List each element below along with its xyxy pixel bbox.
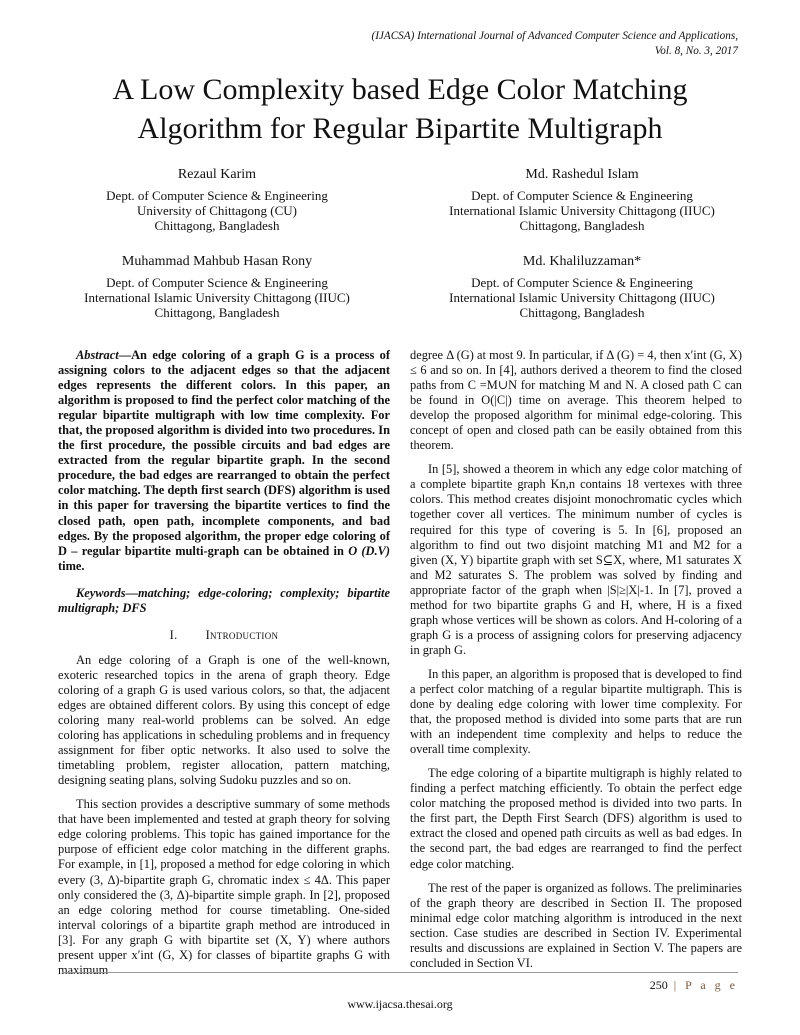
author-name: Md. Khaliluzzaman* [522, 254, 642, 269]
author-location: Chittagong, Bangladesh [519, 305, 645, 320]
section-heading [58, 628, 390, 643]
author-org: International Islamic University Chittagong (IIUC) [449, 203, 715, 218]
section-number: I. [169, 627, 178, 642]
paragraph: In this paper, an algorithm is proposed that is developed to find a perfect color matching of a regular bipartite multigraph. This is done by dealing edge coloring with lower time complexity. For that, the proposed method is divided into some parts that are run with an independent time complexity and helps to reduce the overall time complexity. [410, 666, 742, 757]
author-dept: Dept. of Computer Science & Engineering [106, 188, 328, 203]
paragraph: degree Δ (G) at most 9. In particular, if Δ (G) = 4, then x′int (G, X) ≤ 6 and so on. In [4], authors derived a theorem to find the closed paths from C =M∪N for matching M and N. A closed path C can be found in O(|C|) time on average. This theorem helped to develop the proposed algorithm for minimal edge-coloring. This concept of open and closed path can be easily obtained from this theorem. [410, 348, 742, 453]
abstract-text: —An edge coloring of a graph G is a process of assigning colors to the adjacent edges so that the adjacent edges represents the different colors. In this paper, an algorithm is proposed to find the perfect color matching of the regular bipartite multigraph with low time complexity. For that, the proposed algorithm is divided into two procedures. In the first procedure, the possible circuits and bad edges are extracted from the regular bipartite graph. In the second procedure, the bad edges are rearranged to obtain the perfect color matching. The depth first search (DFS) algorithm is used in this paper for traversing the bipartite vertices to find the closed path, open path, incomplete components, and bad edges. By the proposed algorithm, the proper edge coloring of D – regular bipartite multi-graph can be obtained in [58, 348, 390, 558]
title-line-2: Algorithm for Regular Bipartite Multigraph [137, 112, 663, 145]
footer-url: www.ijacsa.thesai.org [347, 997, 453, 1011]
title-line-1: A Low Complexity based Edge Color Matching [112, 73, 688, 106]
abstract-tail: time. [58, 558, 85, 573]
paragraph: In [5], showed a theorem in which any edge color matching of a complete bipartite graph Kn,n contains 18 vertexes with three colors. This method creates disjoint monochromatic cycles which together cover all vertices. The minimum number of cycles is required for this type of covering is 5. In [6], proposed an algorithm to find out two disjoint matching M1 and M2 for a given (X, Y) bipartite graph with set S⊆X, where, M1 saturates X and M2 saturates S. The problem was solved by finding and appropriate factor of the graph when |S|≥|X|-1. In [7], proved a method for two bipartite graphs G and H, where, H is a fixed graph whose vertices will be shown as colors. And H-coloring of a graph G is a process of assigning colors for preserving adjacency in graph G. [410, 462, 742, 657]
page-label: | P a g e [667, 978, 738, 992]
author-dept: Dept. of Computer Science & Engineering [106, 275, 328, 290]
page-number-value: 250 [649, 978, 668, 992]
abstract [58, 348, 390, 574]
paper-title [40, 70, 760, 148]
paragraph: The rest of the paper is organized as follows. The preliminaries of the graph theory are described in Section II. The proposed minimal edge color matching algorithm is introduced in the next section. Case studies are described in Section IV. Experimental results and discussions are explained in Section V. The papers are concluded in Section VI. [410, 880, 742, 970]
paragraph: The edge coloring of a bipartite multigraph is highly related to finding a perfect matching efficiently. To obtain the perfect edge color matching the proposed method is divided into two parts. In the first part, the Depth First Search (DFS) algorithm is used to extract the closed and opened path circuits as well as bad edges. In the second part, the bad edges are rearranged to find the perfect edge color matching. [410, 766, 742, 871]
author-name: Rezaul Karim [177, 167, 257, 182]
author-location: Chittagong, Bangladesh [154, 305, 280, 320]
keywords: Keywords—matching; edge-coloring; complexity; bipartite multigraph; DFS [58, 585, 390, 615]
journal-header: (IJACSA) International Journal of Advanced Computer Science and Applications, [371, 30, 738, 42]
abstract-complexity: O (D.V) [348, 543, 390, 558]
left-column [58, 348, 390, 987]
volume-header: Vol. 8, No. 3, 2017 [654, 45, 738, 57]
author-block [417, 167, 747, 233]
author-dept: Dept. of Computer Science & Engineering [471, 275, 693, 290]
section-title: Introduction [205, 627, 279, 642]
footer-divider [62, 972, 738, 973]
author-block [52, 167, 382, 233]
author-name: Md. Rashedul Islam [525, 167, 639, 182]
right-column [410, 348, 742, 980]
abstract-label: Abstract [76, 348, 119, 362]
paragraph: This section provides a descriptive summary of some methods that have been implemented and tested at graph theory for solving edge coloring problems. This topic has gained importance for the purpose of efficient edge color matching in the different graphs. For example, in [1], proposed a method for edge coloring in which every (3, Δ)-bipartite graph G, chromatic index ≤ 4Δ. This paper only considered the (3, Δ)-bipartite simple graph. In [2], proposed an edge coloring method for course timetabling. One-sided interval colorings of a bipartite graph method are introduced in [3]. For any graph G with bipartite set (X, Y) where authors present upper x′int (G, X) for classes of bipartite graphs G with maximum [58, 797, 390, 977]
author-location: Chittagong, Bangladesh [519, 218, 645, 233]
author-org: International Islamic University Chittagong (IIUC) [449, 290, 715, 305]
author-org: International Islamic University Chittagong (IIUC) [84, 290, 350, 305]
author-dept: Dept. of Computer Science & Engineering [471, 188, 693, 203]
author-org: University of Chittagong (CU) [137, 203, 297, 218]
author-name: Muhammad Mahbub Hasan Rony [121, 254, 313, 269]
page-number [650, 978, 738, 993]
author-block [52, 254, 382, 320]
paragraph: An edge coloring of a Graph is one of the well-known, exoteric researched topics in the arena of graph theory. Edge coloring of a graph G is used various colors, so that, the adjacent edges are obtained different colors. By using this concept of edge coloring many real-world problems can be solved. An edge coloring has applications in scheduling problems and in frequency assignment for fiber optic networks. It also used to solve the timetabling problem, register allocation, pattern matching, designing seating plans, solving Sudoku puzzles and so on. [58, 652, 390, 788]
author-location: Chittagong, Bangladesh [154, 218, 280, 233]
author-block [417, 254, 747, 320]
